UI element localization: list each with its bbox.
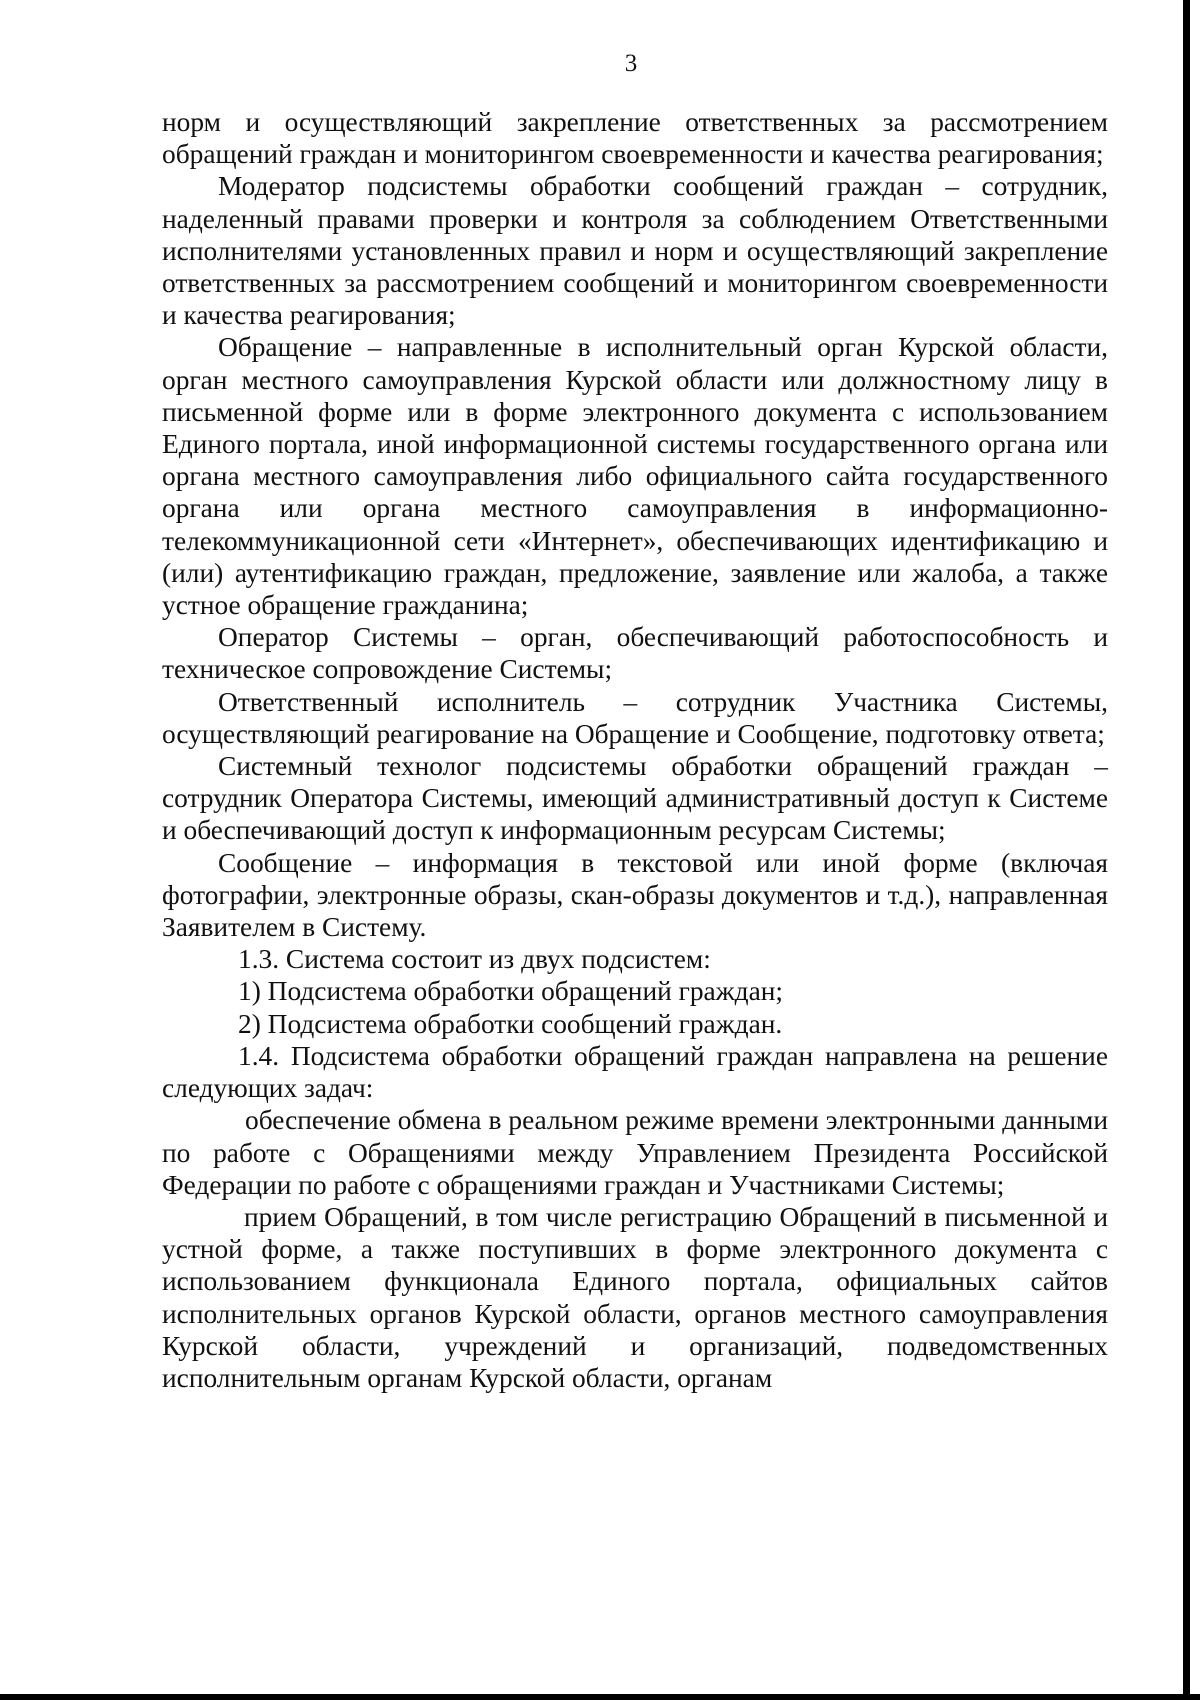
task-receive-appeals: прием Обращений, в том числе регистрацию Обращений в письменной и устной форме, а также поступивших в форме электронного документа с использованием функционала Единого портала, официальных сайтов исполнительных органов Курской области, органов местного самоуправления Курской области, учреждений и организаций, подведомственных исполнительным органам Курской области, органам	[162, 1201, 1108, 1393]
definition-system-technologist: Системный технолог подсистемы обработки обращений граждан – сотрудник Оператора Системы, имеющий административный доступ к Системе и обеспечивающий доступ к информационным ресурсам Системы;	[162, 751, 1108, 846]
list-item-subsystem-2: 2) Подсистема обработки сообщений граждан.	[238, 1008, 783, 1039]
document-body	[162, 106, 1108, 1394]
scan-edge-right	[1183, 0, 1190, 1700]
page-number: 3	[624, 50, 638, 77]
definition-message: Сообщение – информация в текстовой или иной форме (включая фотографии, электронные образы, скан-образы документов и т.д.), направленная Заявителем в Систему.	[162, 847, 1108, 943]
definition-operator: Оператор Системы – орган, обеспечивающий работоспособность и техническое сопровождение Системы;	[162, 622, 1108, 685]
definition-moderator: Модератор подсистемы обработки сообщений граждан – сотрудник, наделенный правами проверки и контроля за соблюдением Ответственными исполнителями установленных правил и норм и осуществляющий закрепление ответственных за рассмотрением сообщений и мониторингом своевременности и качества реагирования;	[162, 171, 1108, 331]
definition-responsible-executor: Ответственный исполнитель – сотрудник Участника Системы, осуществляющий реагирование на Обращение и Сообщение, подготовку ответа;	[162, 686, 1108, 749]
paragraph-continuation: норм и осуществляющий закрепление ответственных за рассмотрением обращений граждан и мониторингом своевременности и качества реагирования;	[162, 107, 1108, 170]
list-item-subsystem-1: 1) Подсистема обработки обращений граждан;	[238, 976, 784, 1007]
scan-edge-bottom	[0, 1694, 1200, 1700]
definition-appeal: Обращение – направленные в исполнительный орган Курской области, орган местного самоуправления Курской области или должностному лицу в письменной форме или в форме электронного документа с использованием Единого портала, иной информационной системы государственного органа или органа местного самоуправления либо официального сайта государственного органа или органа местного самоуправления в информационно-телекоммуникационной сети «Интернет», обеспечивающих идентификацию и (или) аутентификацию граждан, предложение, заявление или жалоба, а также устное обращение гражданина;	[162, 332, 1108, 621]
clause-1-3: 1.3. Система состоит из двух подсистем:	[238, 944, 711, 975]
clause-1-4: 1.4. Подсистема обработки обращений граждан направлена на решение следующих задач:	[162, 1040, 1108, 1104]
task-data-exchange: обеспечение обмена в реальном режиме времени электронными данными по работе с Обращениями между Управлением Президента Российской Федерации по работе с обращениями граждан и Участниками Системы;	[162, 1105, 1108, 1200]
